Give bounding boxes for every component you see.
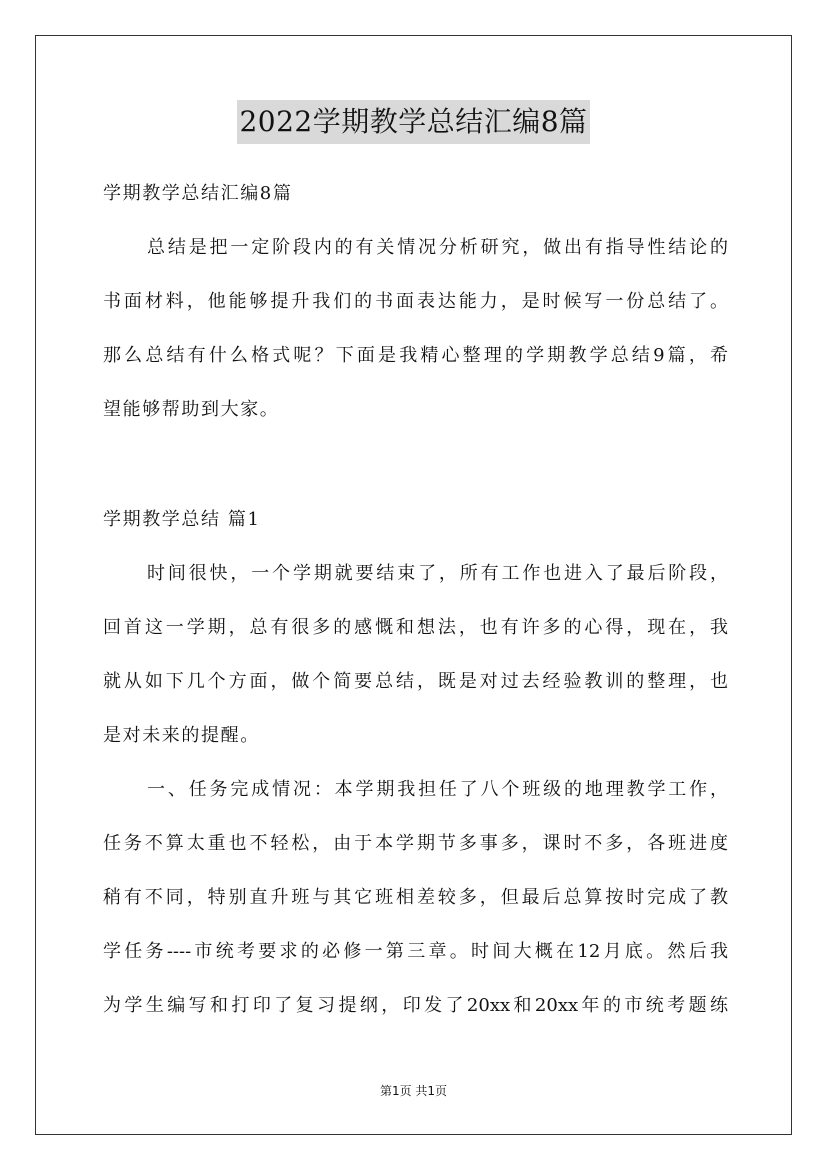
paragraph2-line-5: 为学生编写和打印了复习提纲，印发了20xx和20xx年的市统考题练 — [103, 995, 728, 1016]
intro-line-4: 望能够帮助到大家。 — [103, 399, 280, 420]
paragraph1-line-1: 时间很快，一个学期就要结束了，所有工作也进入了最后阶段， — [147, 563, 728, 584]
paragraph2-line-3: 稍有不同，特别直升班与其它班相差较多，但最后总算按时完成了教 — [103, 887, 728, 908]
paragraph1-line-3: 就从如下几个方面，做个简要总结，既是对过去经验教训的整理，也 — [103, 671, 728, 692]
paragraph2-line-1: 一、任务完成情况：本学期我担任了八个班级的地理教学工作， — [147, 779, 728, 800]
document-title-wrap — [0, 100, 827, 144]
intro-line-1: 总结是把一定阶段内的有关情况分析研究，做出有指导性结论的 — [147, 237, 728, 258]
paragraph2-line-2: 任务不算太重也不轻松，由于本学期节多事多，课时不多，各班进度 — [103, 833, 728, 854]
document-title: 2022学期教学总结汇编8篇 — [237, 100, 589, 144]
paragraph2-line-4: 学任务----市统考要求的必修一第三章。时间大概在12月底。然后我 — [103, 941, 728, 962]
intro-line-3: 那么总结有什么格式呢？下面是我精心整理的学期教学总结9篇，希 — [103, 345, 728, 366]
document-subtitle: 学期教学总结汇编8篇 — [103, 183, 293, 204]
paragraph1-line-4: 是对未来的提醒。 — [103, 725, 260, 746]
intro-line-2: 书面材料，他能够提升我们的书面表达能力，是时候写一份总结了。 — [103, 291, 728, 312]
section-heading: 学期教学总结 篇1 — [103, 509, 261, 530]
page-footer: 第1页 共1页 — [379, 1084, 448, 1098]
paragraph1-line-2: 回首这一学期，总有很多的感慨和想法，也有许多的心得，现在，我 — [103, 617, 728, 638]
